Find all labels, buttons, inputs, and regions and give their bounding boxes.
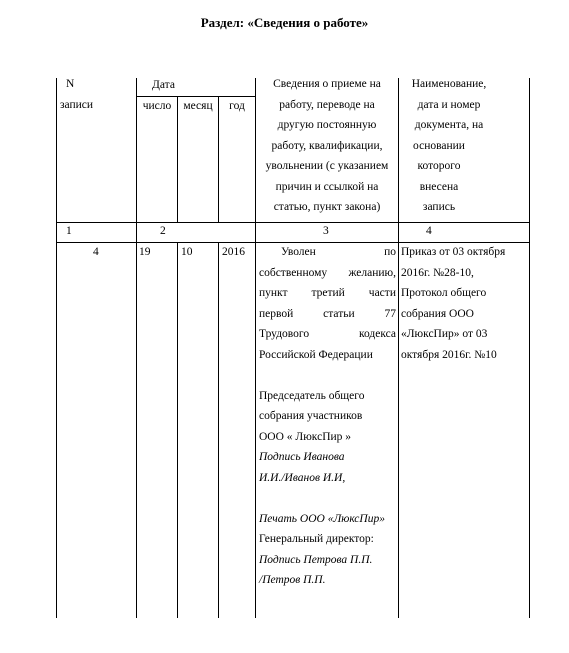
line-col-2	[136, 78, 137, 618]
record-year: 2016	[222, 246, 245, 258]
sign-line: Печать ООО «ЛюксПир»	[259, 512, 385, 525]
sign-line: Подпись Петрова П.П.	[259, 553, 373, 566]
info-line: пункт третий части	[259, 287, 396, 299]
record-day: 19	[139, 246, 151, 258]
header-day: число	[142, 100, 172, 112]
record-info	[259, 242, 396, 591]
header-document: Наименование, дата и номер документа, на основании которого внесена запись	[411, 78, 487, 213]
info-spacer	[259, 365, 396, 386]
info-line: первой статьи 77	[259, 307, 396, 320]
line-col-1	[56, 78, 57, 618]
line-header-bottom	[56, 222, 530, 223]
info-line: Трудового кодекса	[259, 328, 396, 340]
line-col-5	[529, 78, 530, 618]
header-year: год	[229, 100, 245, 112]
sign-line: Председатель общего	[259, 389, 365, 402]
header-date: Дата	[152, 79, 175, 91]
record-number: 4	[93, 246, 99, 258]
column-number-4: 4	[426, 225, 432, 237]
record-month: 10	[181, 246, 193, 258]
info-line: Уволен по	[281, 246, 396, 258]
header-month: месяц	[183, 100, 213, 112]
column-number-1: 1	[66, 225, 72, 237]
sign-line: И.И./Иванов И.И,	[259, 471, 346, 484]
sign-line: ООО « ЛюксПир »	[259, 430, 352, 443]
sign-line	[259, 488, 396, 509]
column-number-3: 3	[323, 225, 329, 237]
info-line: Российской Федерации	[259, 348, 373, 361]
sign-line: собрания участников	[259, 410, 363, 422]
column-number-2: 2	[160, 225, 166, 237]
line-col-day-body	[177, 242, 178, 618]
section-title: Раздел: «Сведения о работе»	[200, 15, 369, 30]
line-col-month-body	[218, 242, 219, 618]
sign-line: Генеральный директор:	[259, 533, 374, 545]
header-info: Сведения о приеме на работу, переводе на другую постоянную работу, квалификации, увольнении (с указанием причин и ссылкой на статью, пункт закона)	[265, 78, 389, 213]
sign-line: /Петров П.П.	[259, 574, 326, 586]
record-document: Приказ от 03 октября 2016г. №28-10, Протокол общего собрания ООО «ЛюксПир» от 03 октября 2016г. №10	[401, 246, 506, 361]
sign-line: Подпись Иванова	[259, 451, 345, 463]
info-line: собственному желанию,	[259, 266, 396, 279]
